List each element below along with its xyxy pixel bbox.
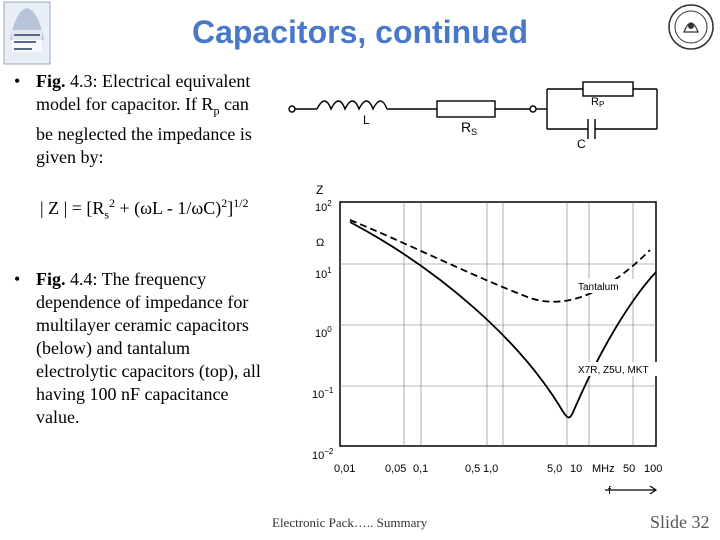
formula-part: + (ωL - 1/ωC) [115,198,222,218]
x-tick-label: 0,5 [465,463,481,475]
y-tick-label: $10^{-1}$ [312,386,334,401]
formula-sup: 2 [221,196,228,210]
x-tick-label: 1,0 [483,463,499,475]
formula-sup: 2 [109,196,116,210]
impedance-formula [40,196,249,223]
ceramic-label: X7R, Z5U, MKT [578,365,649,376]
x-tick-label: 0,1 [413,463,429,475]
rs-label: $R_S$ [461,119,478,137]
bullet-fig-4-4 [14,268,306,429]
inductor-label: L [363,113,370,127]
bullet-text: dependence of impedance for [36,292,249,312]
formula-part: | Z | = [R [40,198,105,218]
x-tick-label: 100 [644,463,663,475]
bullet-fig-4-3 [14,70,296,169]
fig-label: Fig. [36,71,66,91]
formula-part: ] [227,198,234,218]
y-tick-label: $10^{-2}$ [312,447,334,462]
fig-label: Fig. [36,269,66,289]
y-tick-label: $10^1$ [315,266,332,281]
y-axis-unit: Ω [316,237,325,249]
bullet-text: be neglected the impedance is [36,123,252,144]
capacitor-label: C [577,137,586,151]
footer-caption: Electronic Pack….. Summary [272,515,428,530]
bullet-text: model for capacitor. If R [36,94,214,114]
x-axis-label: f [608,485,612,497]
x-tick-label: 5,0 [547,463,563,475]
capacitor-equivalent-circuit [285,80,665,160]
bullet-dot: • [14,71,21,91]
y-tick-label: $10^0$ [315,325,332,340]
bullet-text: electrolytic capacitors (top), all [36,361,261,381]
x-tick-label: 10 [570,463,583,475]
bullet-dot: • [14,269,21,289]
formula-sup: 1/2 [233,196,249,210]
bullet-text: given by: [36,146,104,167]
bullet-text: having 100 nF capacitance [36,384,229,404]
y-tick-label: $10^2$ [315,199,332,214]
bullet-text: 4.3: Electrical equivalent [65,71,251,91]
x-tick-label: 0,05 [385,463,407,475]
subscript: p [213,103,220,118]
tantalum-label: Tantalum [578,282,619,293]
bullet-text: multilayer ceramic capacitors [36,315,249,335]
slide-number: Slide 32 [650,512,710,532]
x-tick-label: 50 [623,463,636,475]
formula-sub: s [104,207,110,222]
x-tick-label: 0,01 [334,463,356,475]
x-unit-label: MHz [592,463,615,475]
slide-title: Capacitors, continued [191,14,529,50]
bullet-text: can [219,94,249,114]
impedance-frequency-plot [300,180,670,500]
rp-label: RP [591,96,605,109]
bullet-text: 4.4: The frequency [65,269,207,289]
bullet-text: value. [36,407,80,427]
bullet-text: (below) and tantalum [36,338,190,358]
y-axis-label: Z [316,183,324,197]
